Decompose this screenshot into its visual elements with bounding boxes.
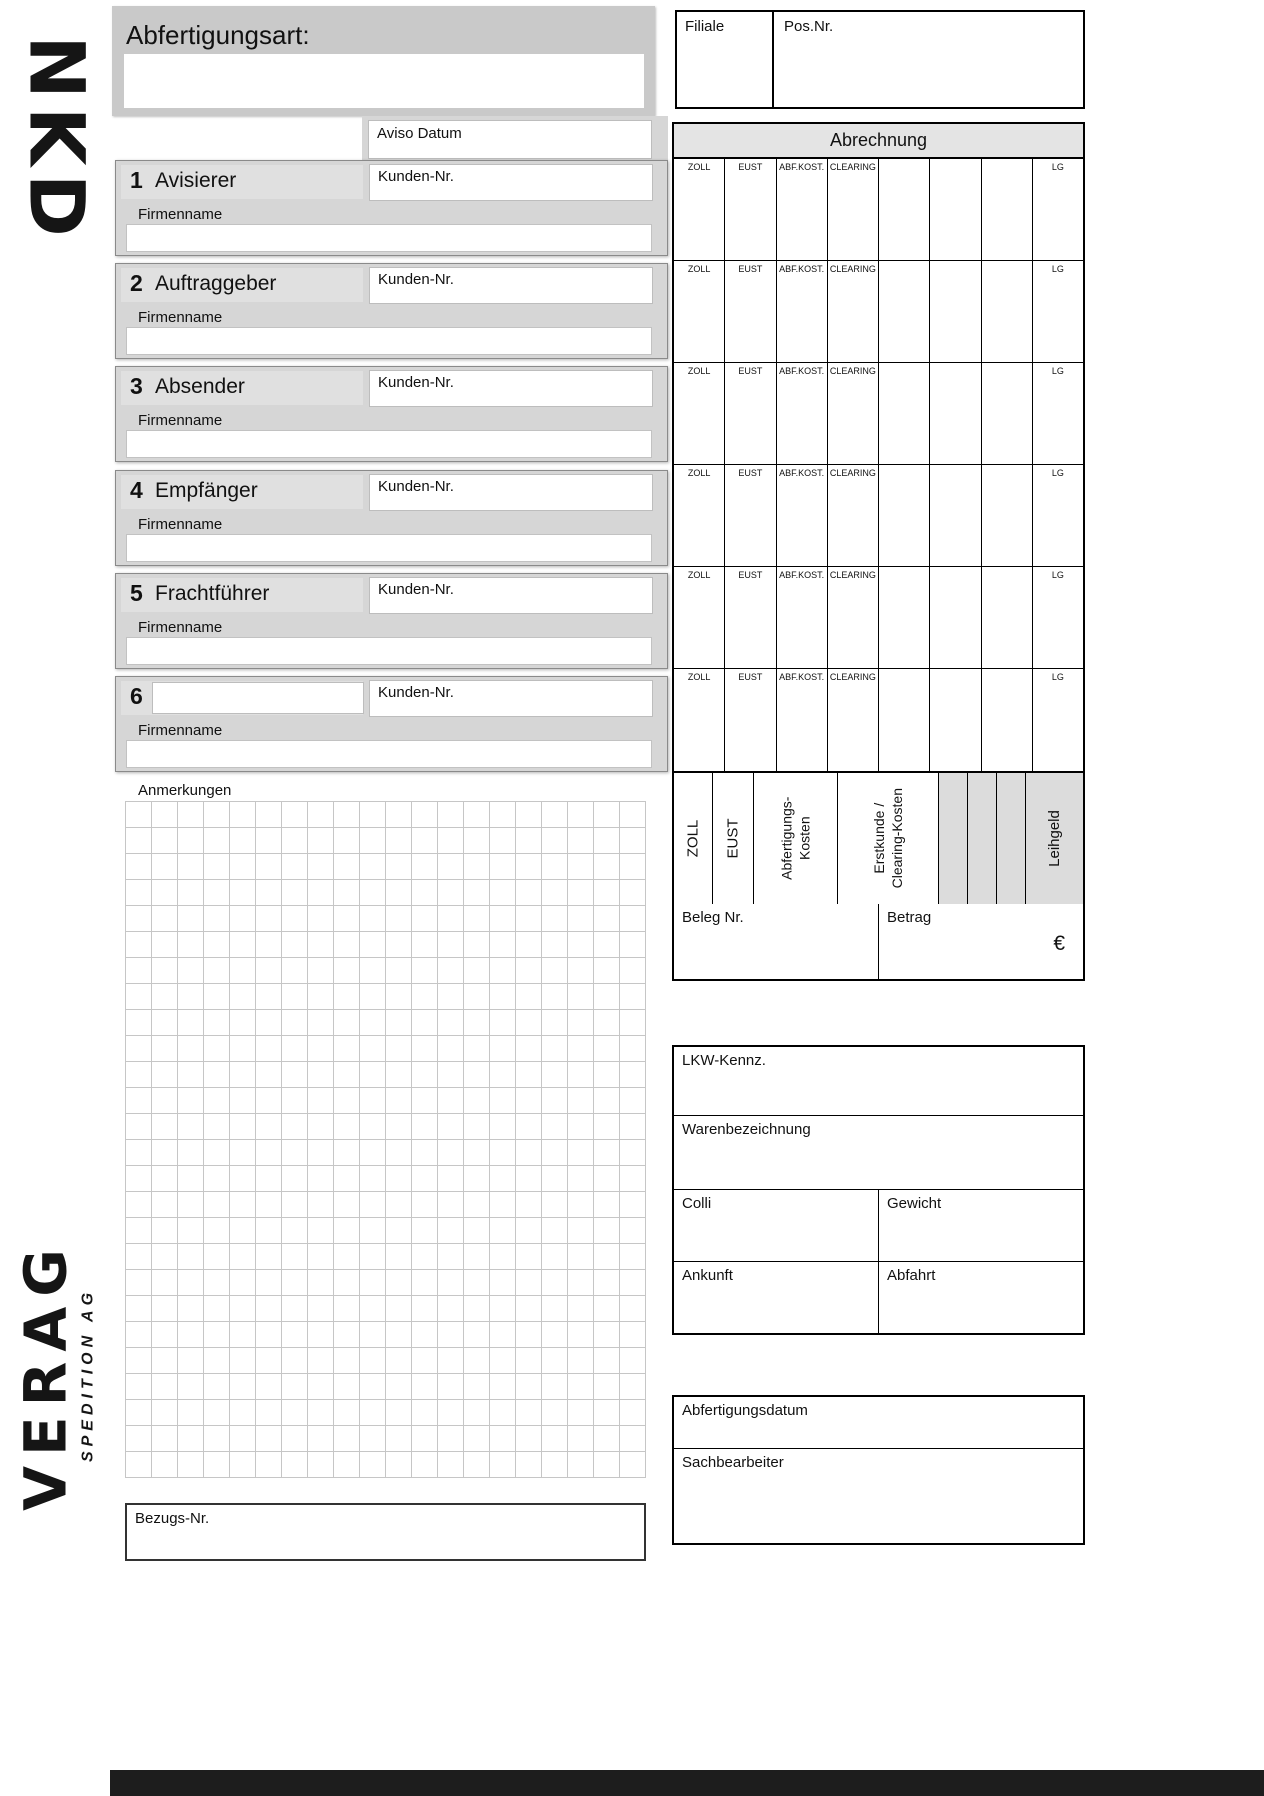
ankunft-abfahrt-row: [674, 1262, 1083, 1333]
verag-logo-text: VERAG: [11, 1239, 80, 1511]
abrechnung-table: [672, 122, 1085, 906]
abrechnung-cell[interactable]: [879, 567, 930, 668]
abrechnung-cell[interactable]: [828, 159, 879, 260]
abrechnung-cell-header: ZOLL: [687, 570, 711, 580]
verag-logo: [11, 1239, 98, 1511]
leihgeld-rotated-label: Leihgeld: [1046, 810, 1064, 867]
abrechnung-footer: [672, 773, 1085, 906]
abrechnung-cell-header: ZOLL: [687, 264, 711, 274]
abrechnung-cell[interactable]: [1033, 465, 1083, 566]
abrechnung-cell-header: [930, 261, 980, 264]
abrechnung-cell-header: ABF.KOST.: [779, 672, 825, 682]
abrechnung-cell-header: [982, 363, 1032, 366]
kunden-nr-label: Kunden-Nr.: [378, 374, 454, 391]
abrechnung-row: [674, 363, 1083, 465]
abrechnung-cell[interactable]: [930, 465, 981, 566]
abrechnung-cell[interactable]: [982, 159, 1033, 260]
abfahrt-label: Abfahrt: [887, 1267, 936, 1284]
abrechnung-cell[interactable]: [879, 465, 930, 566]
abrechnung-cell-header: ABF.KOST.: [779, 264, 825, 274]
abrechnung-cell-header: ABF.KOST.: [779, 366, 825, 376]
section-number: 1: [130, 167, 143, 193]
kunden-nr-label: Kunden-Nr.: [378, 581, 454, 598]
firmenname-input[interactable]: [126, 534, 652, 562]
abrechnung-cell-header: EUST: [738, 570, 763, 580]
section-number: 6: [130, 683, 143, 709]
abrechnung-cell-header: CLEARING: [829, 264, 876, 274]
abrechnung-cell-header: [879, 465, 929, 468]
abrechnung-cell-header: ZOLL: [687, 366, 711, 376]
firmenname-label: Firmenname: [138, 516, 223, 533]
abrechnung-cell[interactable]: [674, 363, 725, 464]
firmenname-label: Firmenname: [138, 412, 223, 429]
beleg-nr-label: Beleg Nr.: [682, 909, 744, 926]
bottom-bar: [110, 1770, 1264, 1796]
kunden-nr-field[interactable]: [369, 680, 653, 717]
abrechnung-cell-header: [982, 261, 1032, 264]
colli-label: Colli: [682, 1195, 712, 1212]
section-name: Empfänger: [155, 479, 258, 502]
abrechnung-cell[interactable]: [930, 669, 981, 771]
abrechnung-cell-header: EUST: [738, 672, 763, 682]
abrechnung-cell-header: LG: [1051, 366, 1064, 376]
footer-cell-zoll: [674, 773, 713, 904]
abrechnung-cell[interactable]: [725, 261, 776, 362]
abrechnung-rows: [672, 159, 1085, 773]
kunden-nr-label: Kunden-Nr.: [378, 684, 454, 701]
abrechnung-cell[interactable]: [879, 669, 930, 771]
warenbezeichnung-label: Warenbezeichnung: [682, 1121, 811, 1138]
abrechnung-row: [674, 567, 1083, 669]
abrechnung-cell[interactable]: [1033, 363, 1083, 464]
abrechnung-row: [674, 465, 1083, 567]
abrechnung-cell[interactable]: [777, 159, 828, 260]
abrechnung-cell-header: LG: [1051, 672, 1064, 682]
section-empfaenger: [115, 470, 668, 566]
kunden-nr-label: Kunden-Nr.: [378, 168, 454, 185]
abrechnung-cell[interactable]: [725, 669, 776, 771]
footer-cell-eust: [713, 773, 754, 904]
abrechnung-cell[interactable]: [879, 363, 930, 464]
abfertigungsdatum-label: Abfertigungsdatum: [682, 1402, 808, 1419]
firmenname-input[interactable]: [126, 637, 652, 665]
gewicht-field[interactable]: [879, 1190, 1083, 1261]
abrechnung-cell-header: [982, 567, 1032, 570]
anmerkungen-label: Anmerkungen: [138, 782, 232, 799]
abrechnung-cell[interactable]: [930, 363, 981, 464]
kunden-nr-field[interactable]: [369, 474, 653, 511]
ankunft-field[interactable]: [674, 1262, 879, 1333]
abfertigungsdatum-field[interactable]: [674, 1397, 1083, 1449]
abrechnung-cell-header: ZOLL: [687, 162, 711, 172]
footer-cell-empty-2: [968, 773, 997, 904]
abrechnung-cell-header: ZOLL: [687, 468, 711, 478]
firmenname-input[interactable]: [126, 740, 652, 768]
abrechnung-cell-header: LG: [1051, 162, 1064, 172]
abrechnung-cell-header: [982, 669, 1032, 672]
firmenname-label: Firmenname: [138, 619, 223, 636]
section-avisierer: [115, 160, 668, 256]
abrechnung-cell-header: [982, 465, 1032, 468]
bezugs-nr-field[interactable]: [125, 1503, 646, 1561]
euro-symbol: €: [1053, 932, 1065, 955]
abrechnung-cell[interactable]: [777, 363, 828, 464]
abrechnung-cell-header: [982, 159, 1032, 162]
aviso-datum-field[interactable]: [368, 120, 652, 159]
abrechnung-cell-header: CLEARING: [829, 468, 876, 478]
abrechnung-cell[interactable]: [930, 261, 981, 362]
abrechnung-cell-header: [879, 159, 929, 162]
filiale-label: Filiale: [685, 18, 725, 35]
kunden-nr-label: Kunden-Nr.: [378, 478, 454, 495]
abfertigungskosten-rotated-label: Abfertigungs- Kosten: [777, 796, 813, 881]
abrechnung-cell-header: LG: [1051, 264, 1064, 274]
section-name: Avisierer: [155, 169, 237, 192]
abrechnung-cell-header: CLEARING: [829, 366, 876, 376]
abrechnung-cell-header: [930, 669, 980, 672]
processing-box: [672, 1395, 1085, 1545]
shipment-box: [672, 1045, 1085, 1335]
beleg-nr-field[interactable]: [674, 904, 879, 979]
abrechnung-cell-header: EUST: [738, 366, 763, 376]
kunden-nr-field[interactable]: [369, 577, 653, 614]
anmerkungen-grid[interactable]: [125, 801, 646, 1478]
nkd-logo: NKD: [12, 35, 102, 245]
abrechnung-cell-header: [879, 261, 929, 264]
abfertigungsart-label: Abfertigungsart:: [126, 20, 310, 50]
abrechnung-cell[interactable]: [1033, 159, 1083, 260]
abrechnung-cell-header: ABF.KOST.: [779, 468, 825, 478]
abrechnung-cell-header: [930, 159, 980, 162]
abrechnung-cell[interactable]: [725, 159, 776, 260]
section-6: [115, 676, 668, 772]
firmenname-label: Firmenname: [138, 309, 223, 326]
sachbearbeiter-field[interactable]: [674, 1449, 1083, 1543]
section-name: Absender: [155, 375, 245, 398]
abrechnung-cell[interactable]: [982, 669, 1033, 771]
abrechnung-cell[interactable]: [1033, 261, 1083, 362]
firmenname-input[interactable]: [126, 430, 652, 458]
abrechnung-row: [674, 159, 1083, 261]
abrechnung-cell-header: CLEARING: [829, 162, 876, 172]
abrechnung-row: [674, 669, 1083, 771]
abrechnung-cell[interactable]: [777, 567, 828, 668]
abrechnung-cell[interactable]: [777, 261, 828, 362]
abrechnung-cell[interactable]: [930, 159, 981, 260]
kunden-nr-field[interactable]: [369, 370, 653, 407]
abrechnung-cell[interactable]: [982, 363, 1033, 464]
abrechnung-cell[interactable]: [828, 567, 879, 668]
section-number: 5: [130, 580, 143, 606]
bezugs-nr-label: Bezugs-Nr.: [135, 1510, 210, 1527]
posnr-field[interactable]: [774, 12, 1083, 107]
section-name-input[interactable]: [152, 682, 364, 714]
abfertigungsart-block: [112, 6, 655, 116]
abrechnung-cell-header: [879, 669, 929, 672]
abrechnung-cell-header: ZOLL: [687, 672, 711, 682]
footer-cell-empty-3: [997, 773, 1026, 904]
abrechnung-cell-header: [879, 567, 929, 570]
abrechnung-cell[interactable]: [674, 567, 725, 668]
abfahrt-field[interactable]: [879, 1262, 1083, 1333]
footer-cell-empty-1: [939, 773, 968, 904]
firmenname-label: Firmenname: [138, 722, 223, 739]
beleg-betrag-row: [672, 904, 1085, 981]
colli-field[interactable]: [674, 1190, 879, 1261]
firmenname-input[interactable]: [126, 224, 652, 252]
abrechnung-cell-header: LG: [1051, 570, 1064, 580]
abrechnung-cell[interactable]: [879, 261, 930, 362]
firmenname-label: Firmenname: [138, 206, 223, 223]
abrechnung-cell-header: [930, 567, 980, 570]
abrechnung-cell-header: [930, 363, 980, 366]
lkw-kennz-label: LKW-Kennz.: [682, 1052, 766, 1069]
abrechnung-cell[interactable]: [674, 669, 725, 771]
verag-logo-subtext: SPEDITION AG: [79, 1287, 97, 1463]
lkw-kennz-field[interactable]: [674, 1047, 1083, 1116]
section-auftraggeber: [115, 263, 668, 359]
abrechnung-cell[interactable]: [674, 261, 725, 362]
colli-gewicht-row: [674, 1190, 1083, 1262]
footer-cell-abfkosten: [754, 773, 838, 904]
abfertigungsart-input[interactable]: [124, 54, 644, 108]
section-frachtfuehrer: [115, 573, 668, 669]
abrechnung-cell-header: LG: [1051, 468, 1064, 478]
section-name: Frachtführer: [155, 582, 270, 605]
abrechnung-cell[interactable]: [828, 465, 879, 566]
abrechnung-cell[interactable]: [982, 465, 1033, 566]
section-number: 2: [130, 270, 143, 296]
abrechnung-cell[interactable]: [725, 465, 776, 566]
warenbezeichnung-field[interactable]: [674, 1116, 1083, 1190]
filiale-field[interactable]: [677, 12, 774, 107]
abrechnung-cell[interactable]: [777, 669, 828, 771]
abrechnung-cell[interactable]: [725, 363, 776, 464]
abrechnung-row: [674, 261, 1083, 363]
abrechnung-cell-header: [879, 363, 929, 366]
section-absender: [115, 366, 668, 462]
abrechnung-cell-header: CLEARING: [829, 570, 876, 580]
clearingkosten-rotated-label: Erstkunde / Clearing-Kosten: [870, 788, 906, 889]
abrechnung-cell[interactable]: [725, 567, 776, 668]
abrechnung-cell-header: EUST: [738, 468, 763, 478]
abrechnung-cell[interactable]: [1033, 669, 1083, 771]
posnr-label: Pos.Nr.: [784, 18, 834, 35]
section-name: Auftraggeber: [155, 272, 277, 295]
abrechnung-cell-header: EUST: [738, 162, 763, 172]
abrechnung-cell[interactable]: [1033, 567, 1083, 668]
abrechnung-cell-header: EUST: [738, 264, 763, 274]
abrechnung-title: Abrechnung: [672, 122, 1085, 159]
abrechnung-cell[interactable]: [828, 261, 879, 362]
zoll-rotated-label: ZOLL: [684, 819, 702, 858]
section-number: 4: [130, 477, 143, 503]
abrechnung-cell-header: CLEARING: [829, 672, 876, 682]
firmenname-input[interactable]: [126, 327, 652, 355]
abrechnung-cell[interactable]: [930, 567, 981, 668]
eust-rotated-label: EUST: [724, 818, 742, 859]
filiale-posnr-box: [675, 10, 1085, 109]
abrechnung-cell[interactable]: [674, 465, 725, 566]
aviso-datum-label: Aviso Datum: [377, 125, 462, 142]
abrechnung-cell-header: [930, 465, 980, 468]
abrechnung-cell[interactable]: [982, 261, 1033, 362]
section-number: 3: [130, 373, 143, 399]
kunden-nr-label: Kunden-Nr.: [378, 271, 454, 288]
abrechnung-cell[interactable]: [879, 159, 930, 260]
sachbearbeiter-label: Sachbearbeiter: [682, 1454, 784, 1471]
footer-cell-leihgeld: [1026, 773, 1083, 904]
abrechnung-cell[interactable]: [828, 669, 879, 771]
betrag-label: Betrag: [887, 909, 932, 926]
abrechnung-cell[interactable]: [674, 159, 725, 260]
kunden-nr-field[interactable]: [369, 164, 653, 201]
footer-cell-clearing: [838, 773, 939, 904]
abrechnung-cell-header: ABF.KOST.: [779, 162, 825, 172]
abrechnung-cell[interactable]: [982, 567, 1033, 668]
betrag-field[interactable]: [879, 904, 1083, 979]
abrechnung-cell-header: ABF.KOST.: [779, 570, 825, 580]
abrechnung-cell[interactable]: [777, 465, 828, 566]
gewicht-label: Gewicht: [887, 1195, 942, 1212]
abrechnung-cell[interactable]: [828, 363, 879, 464]
kunden-nr-field[interactable]: [369, 267, 653, 304]
ankunft-label: Ankunft: [682, 1267, 733, 1284]
